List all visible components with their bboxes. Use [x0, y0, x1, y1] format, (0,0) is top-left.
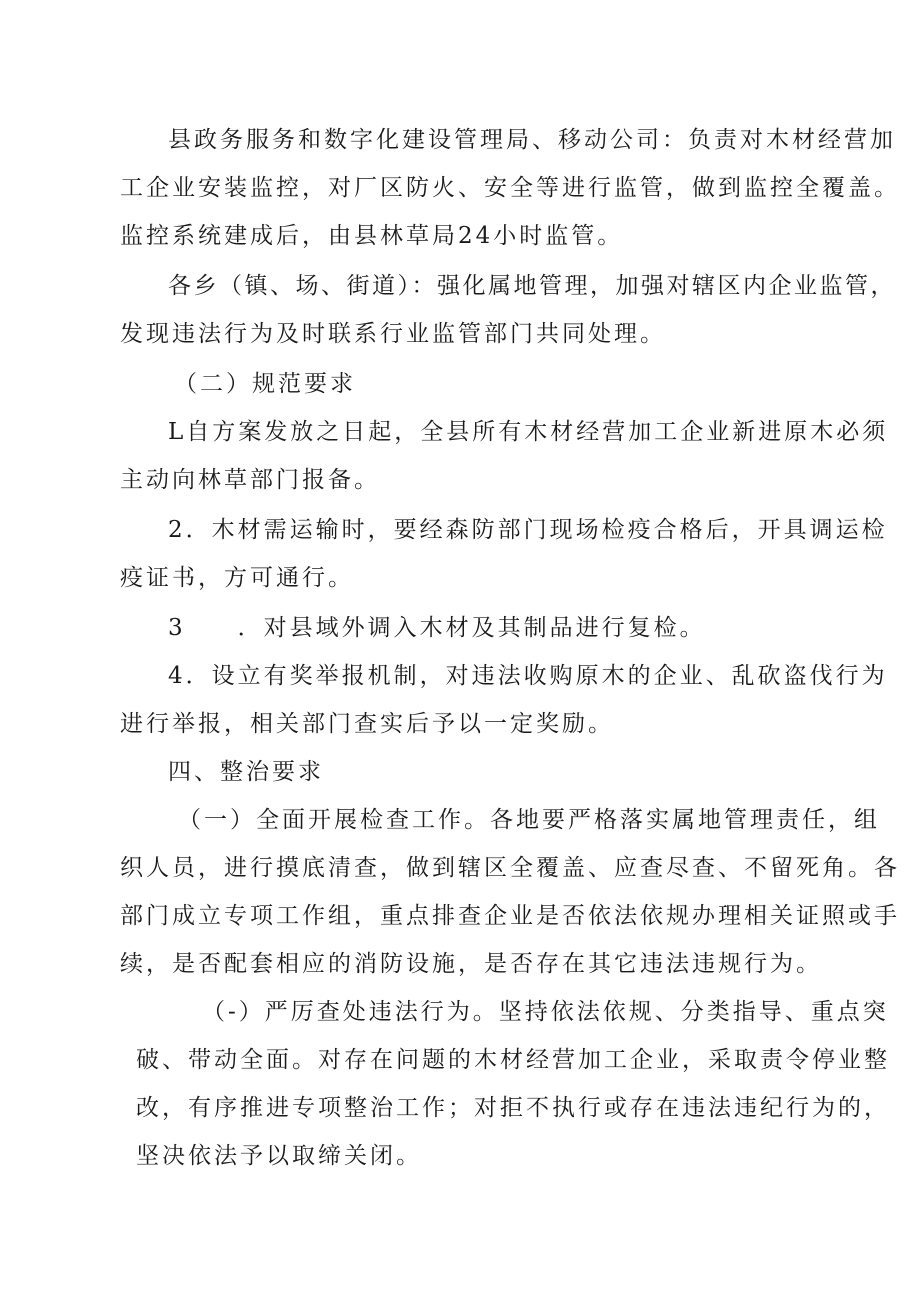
list-item-4 [120, 652, 888, 748]
text-line: 4．设立有奖举报机制，对违法收购原木的企业、乱砍盗伐行为 [168, 663, 888, 689]
text-line: （一）全面开展检查工作。各地要严格落实属地管理责任，组 [178, 807, 880, 833]
text-line: （二）规范要求 [174, 371, 356, 397]
text-line: 改，有序推进专项整治工作；对拒不执行或存在违法违纪行为的， [136, 1095, 890, 1121]
text-line: 部门成立专项工作组，重点排查企业是否依法依规办理相关证照或手 [120, 903, 900, 929]
section-heading-rectification [168, 748, 324, 796]
list-item-2 [120, 506, 888, 602]
list-item-1 [120, 408, 888, 504]
paragraph-inspection [120, 796, 900, 988]
text-line: 发现违法行为及时联系行业监管部门共同处理。 [120, 321, 666, 347]
text-line: 进行举报，相关部门查实后予以一定奖励。 [120, 711, 614, 737]
text-line: 续，是否配套相应的消防设施，是否存在其它违法违规行为。 [120, 951, 822, 977]
text-line: 主动向林草部门报备。 [120, 467, 380, 493]
paragraph-township-duty [120, 262, 896, 358]
text-line: 坚决依法予以取缔关闭。 [136, 1143, 422, 1169]
text-line: 疫证书，方可通行。 [120, 565, 354, 591]
text-line: （-）严厉查处违法行为。坚持依法依规、分类指导、重点突 [202, 999, 889, 1025]
text-line: L自方案发放之日起，全县所有木材经营加工企业新进原木必须 [168, 419, 889, 445]
list-item-3 [168, 604, 706, 652]
text-line: 工企业安装监控，对厂区防火、安全等进行监管，做到监控全覆盖。 [120, 175, 900, 201]
text-line: 县政务服务和数字化建设管理局、移动公司：负责对木材经营加 [168, 127, 896, 153]
text-line: 破、带动全面。对存在问题的木材经营加工企业，采取责令停业整 [136, 1047, 890, 1073]
text-line: 2．木材需运输时，要经森防部门现场检疫合格后，开具调运检 [168, 517, 888, 543]
text-line: 织人员，进行摸底清查，做到辖区全覆盖、应查尽查、不留死角。各 [120, 855, 900, 881]
section-heading-requirements [174, 360, 356, 408]
text-line: 各乡（镇、场、街道）：强化属地管理，加强对辖区内企业监管， [168, 273, 896, 299]
text-line: 四、整治要求 [168, 759, 324, 785]
text-line: 监控系统建成后，由县林草局24小时监管。 [120, 223, 624, 249]
paragraph-enforcement [136, 988, 890, 1180]
text-line: 3 ．对县域外调入木材及其制品进行复检。 [168, 615, 706, 641]
paragraph-monitoring-duty [120, 116, 900, 260]
